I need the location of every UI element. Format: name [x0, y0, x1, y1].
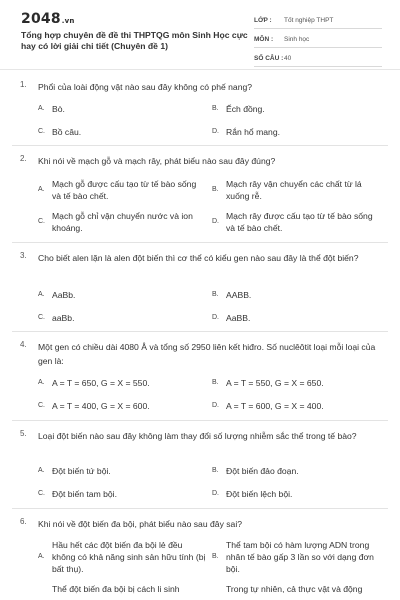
site-logo[interactable] [21, 11, 75, 27]
question-text: Khi nói về đột biến đa bội, phát biểu nào sau đây sai? [38, 519, 243, 529]
meta-label-count: SỐ CÂU : [254, 55, 284, 62]
option-text: A = T = 550, G = X = 650. [226, 378, 324, 388]
question-divider [12, 420, 388, 421]
option-letter: C. [38, 128, 45, 135]
option-text: Mạch gỗ chỉ vận chuyển nước và ion khoáng. [52, 211, 193, 233]
option-text: Bò. [52, 104, 65, 114]
document-header [0, 0, 400, 66]
document-meta [254, 14, 382, 71]
option-text: Đột biến tam bội. [52, 489, 117, 499]
option-letter: D. [212, 402, 219, 409]
header-divider [0, 69, 400, 70]
option-text: AaBb. [52, 290, 76, 300]
option-d[interactable] [212, 210, 382, 236]
option-text: Mạch rây vận chuyển các chất từ lá xuống rễ. [226, 179, 362, 201]
question-text: Phổi của loài động vật nào sau đây không có phế nang? [38, 82, 253, 92]
option-text: Rắn hổ mang. [226, 127, 280, 137]
question-divider [12, 508, 388, 509]
option-a[interactable] [38, 178, 203, 204]
option-text: Thể tam bội có hàm lượng ADN trong nhân tế bào gấp 3 lần so với dạng đơn bội. [226, 540, 374, 574]
meta-value-grade: Tốt nghiệp THPT [284, 17, 334, 24]
meta-label-grade: LỚP : [254, 17, 272, 24]
question-text: Khi nói về mạch gỗ và mạch rây, phát biểu nào sau đây đúng? [38, 156, 276, 166]
meta-row-count [254, 52, 382, 67]
question-divider [12, 145, 388, 146]
meta-value-count: 40 [284, 55, 292, 62]
option-b[interactable] [212, 178, 382, 204]
option-letter: D. [212, 128, 219, 135]
option-letter: C. [38, 218, 45, 225]
option-text: A = T = 650, G = X = 550. [52, 378, 150, 388]
option-text: A = T = 600, G = X = 400. [226, 401, 324, 411]
option-letter: C. [38, 402, 45, 409]
option-b[interactable] [212, 539, 384, 575]
option-text: Bồ câu. [52, 127, 82, 137]
option-letter: A. [38, 379, 45, 386]
option-text: A = T = 400, G = X = 600. [52, 401, 150, 411]
option-text: Trong tự nhiên, cả thực vật và động [226, 584, 363, 594]
question-text: Loại đột biến nào sau đây không làm thay đổi số lượng nhiễm sắc thể trong tế bào? [38, 431, 357, 441]
option-text: Mạch rây được cấu tạo từ tế bào sống và tế bào chết. [226, 211, 373, 233]
option-letter: D. [212, 218, 219, 225]
meta-label-subject: MÔN : [254, 36, 274, 43]
question-divider [12, 242, 388, 243]
option-text: AaBB. [226, 313, 251, 323]
option-letter: B. [212, 105, 219, 112]
question-text: Cho biết alen lặn là alen đột biến thì cơ thể có kiểu gen nào sau đây là thể đột biến? [38, 253, 359, 263]
option-letter: A. [38, 467, 45, 474]
document-title: Tổng hợp chuyên đề đề thi THPTQG môn Sinh Học cực hay có lời giải chi tiết (Chuyên đề 1) [21, 30, 248, 51]
option-letter: D. [212, 314, 219, 321]
option-letter: D. [212, 490, 219, 497]
option-text: Ếch đồng. [226, 104, 265, 114]
option-letter: C. [38, 490, 45, 497]
option-text: Thể đột biến đa bội bị cách li sinh [52, 584, 180, 594]
option-text: Mạch gỗ được cấu tạo từ tế bào sống và tế bào chết. [52, 179, 197, 201]
question-number: 1. [20, 80, 27, 89]
option-letter: A. [38, 291, 45, 298]
option-letter: B. [212, 186, 219, 193]
option-letter: B. [212, 291, 219, 298]
logo-main: 2048 [21, 11, 61, 27]
option-letter: B. [212, 553, 219, 560]
option-text: Đột biến tứ bội. [52, 466, 111, 476]
meta-row-subject [254, 33, 382, 48]
logo-suffix: .vn [61, 17, 75, 25]
option-text: aaBb. [52, 313, 75, 323]
question-number: 2. [20, 154, 27, 163]
question-number: 4. [20, 340, 27, 349]
question-number: 5. [20, 429, 27, 438]
question-number: 6. [20, 517, 27, 526]
question-divider [12, 331, 388, 332]
meta-row-grade [254, 14, 382, 29]
option-a[interactable] [38, 539, 206, 575]
option-letter: B. [212, 379, 219, 386]
option-c[interactable] [38, 210, 203, 236]
meta-value-subject: Sinh học [284, 36, 310, 43]
option-text: Hầu hết các đột biến đa bội lẻ đều không có khả năng sinh sản hữu tính (bị bất thụ). [52, 540, 206, 574]
option-letter: A. [38, 105, 45, 112]
option-letter: A. [38, 553, 45, 560]
option-letter: A. [38, 186, 45, 193]
option-letter: C. [38, 314, 45, 321]
option-text: Đột biến lệch bội. [226, 489, 293, 499]
question-text: Một gen có chiều dài 4080 Å và tổng số 2950 liên kết hiđro. Số nuclêôtit loại mỗi loại của gen là: [38, 342, 376, 366]
question-number: 3. [20, 251, 27, 260]
option-letter: B. [212, 467, 219, 474]
option-text: Đột biến đảo đoạn. [226, 466, 299, 476]
option-text: AABB. [226, 290, 252, 300]
